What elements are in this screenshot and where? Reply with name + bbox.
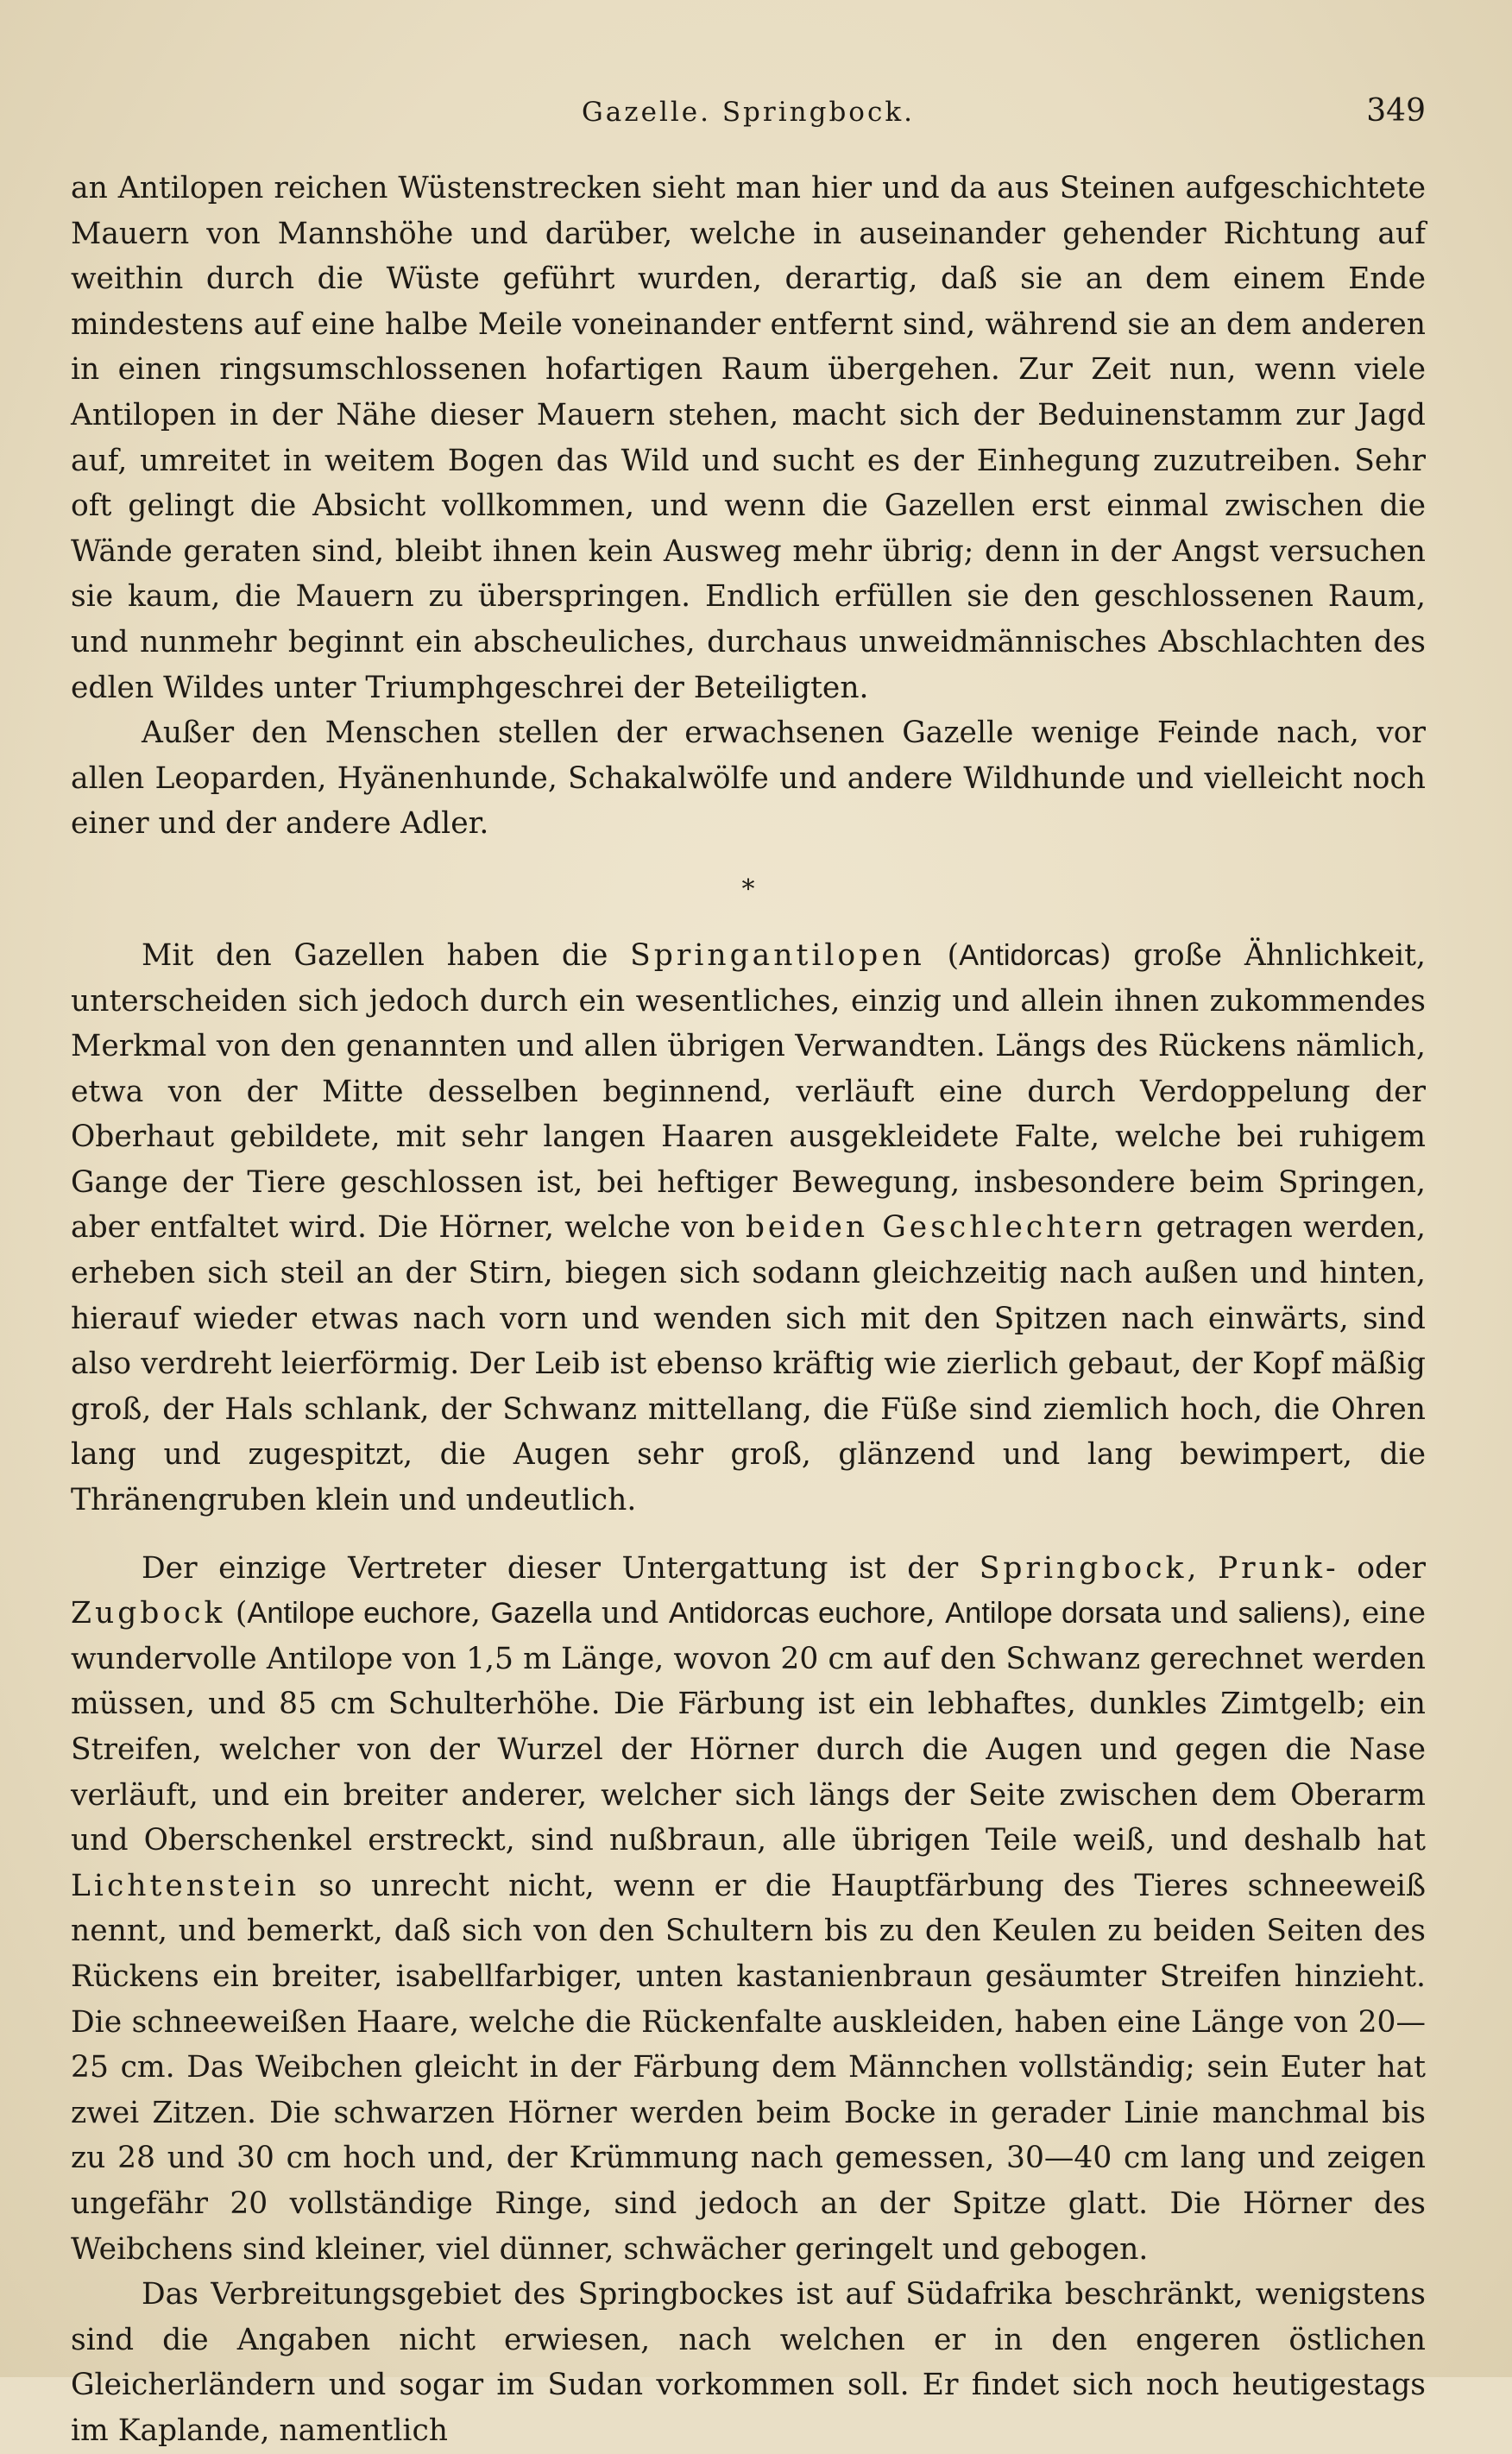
section-separator: * — [741, 874, 755, 905]
text-run: , — [1187, 1550, 1218, 1586]
paragraph-distribution: Das Verbreitungsgebiet des Springbockes ist auf Südafrika beschränkt, wenigstens sind die Angaben nicht erwiesen, nach welchen er in den engeren östlichen Gleicherländern und sogar im Sudan vorkommen soll. Er findet sich noch heutigestags im Kaplande, namentlich — [71, 2277, 1426, 2448]
text-run: - oder — [1326, 1550, 1427, 1586]
latin-antilope-euchore: Antilope euchore — [247, 1597, 471, 1631]
text-run: so unrecht nicht, wenn er die Hauptfärbung des Tieres schneeweiß nennt, und bemerkt, daß sich von den Schultern bis zu den Keulen zu beiden Seiten des Rückens ein breiter, isabellfarbiger, unten kastanienbraun gesäumter Streifen hinzieht. Die schneeweißen Haare, welche die Rückenfalte auskleiden, haben eine Länge von 20—25 cm. Das Weibchen gleicht in der Färbung dem Männchen vollständig; sein Euter hat zwei Zitzen. Die schwarzen Hörner werden beim Bocke in gerader Linie manchmal bis zu 28 und 30 cm hoch und, der Krümmung nach gemessen, 30—40 cm lang und zeigen ungefähr 20 vollständige Ringe, sind jedoch an der Spitze glatt. Die Hörner des Weibchens sind kleiner, viel dünner, schwächer geringelt und gebogen. — [71, 1868, 1426, 2267]
paragraph-springantilopen — [71, 933, 1426, 1523]
text-run: Mit den Gazellen haben die — [142, 937, 631, 973]
text-run: ) große Ähnlichkeit, unterscheiden sich jedoch durch ein wesentliches, einzig und allein ihnen zukommendes Merkmal von den genannten und allen übrigen Verwandten. Längs des Rückens nämlich, etwa von der Mitte desselben beginnend, verläuft eine durch Verdoppelung der Oberhaut gebildete, mit sehr langen Haaren ausgekleidete Falte, welche bei ruhigem Gange der Tiere geschlossen ist, bei heftiger Bewegung, insbesondere beim Springen, aber entfaltet wird. Die Hörner, welche von — [71, 937, 1426, 1246]
latin-gazella: Gazella — [490, 1597, 592, 1631]
text-run: getragen werden, erheben sich steil an der Stirn, biegen sich sodann gleichzeitig nach außen und hinten, hierauf wieder etwas nach vorn und wenden sich mit den Spitzen nach einwärts, sind also verdreht leierförmig. Der Leib ist ebenso kräftig wie zierlich gebaut, der Kopf mäßig groß, der Hals schlank, der Schwanz mittellang, die Füße sind ziemlich hoch, die Ohren lang und zugespitzt, die Augen sehr groß, glänzend und lang bewimpert, die Thränengruben klein und undeutlich. — [71, 1210, 1427, 1518]
text-run: ( — [225, 1596, 248, 1631]
text-run: ( — [924, 937, 960, 973]
page-number: 349 — [1366, 93, 1426, 129]
emphasis-lichtenstein: Lichtenstein — [71, 1868, 300, 1903]
text-run: und — [1161, 1596, 1238, 1631]
text-run: Der einzige Vertreter dieser Untergattung ist der — [142, 1550, 980, 1586]
latin-antidorcas-euchore: Antidorcas euchore — [668, 1597, 926, 1631]
emphasis-springantilopen: Springantilopen — [630, 937, 925, 973]
paragraph-enemies: Außer den Menschen stellen der erwachsenen Gazelle wenige Feinde nach, vor allen Leoparden, Hyänenhunde, Schakalwölfe und andere Wildhunde und vielleicht noch einer und der andere Adler. — [71, 716, 1426, 842]
paragraph-hunting-walls: an Antilopen reichen Wüstenstrecken sieht man hier und da aus Steinen aufgeschichtete Mauern von Mannshöhe und darüber, welche in auseinander gehender Richtung auf weithin durch die Wüste geführt wurden, derartig, daß sie an dem einem Ende mindestens auf eine halbe Meile voneinander entfernt sind, während sie an dem anderen in einen ringsumschlossenen hofartigen Raum übergehen. Zur Zeit nun, wenn viele Antilopen in der Nähe dieser Mauern stehen, macht sich der Beduinenstamm zur Jagd auf, umreitet in weitem Bogen das Wild und sucht es der Einhegung zuzutreiben. Sehr oft gelingt die Absicht vollkommen, und wenn die Gazellen erst einmal zwischen die Wände geraten sind, bleibt ihnen kein Ausweg mehr übrig; denn in der Angst versuchen sie kaum, die Mauern zu überspringen. Endlich erfüllen sie den geschlossenen Raum, und nunmehr beginnt ein abscheuliches, durchaus unweidmännisches Abschlachten des edlen Wildes unter Triumphgeschrei der Beteiligten. — [71, 171, 1426, 705]
running-head — [71, 91, 1426, 135]
emphasis-beiden-geschlechtern: beiden Geschlechtern — [745, 1210, 1146, 1246]
paragraph-springbock — [71, 1546, 1426, 2273]
emphasis-prunk: Prunk — [1217, 1550, 1326, 1586]
emphasis-springbock: Springbock — [979, 1550, 1188, 1586]
body-text — [71, 166, 1426, 2454]
text-run: ), eine wundervolle Antilope von 1,5 m Länge, wovon 20 cm auf den Schwanz gerechnet werden müssen, und 85 cm Schulterhöhe. Die Färbung ist ein lebhaftes, dunkles Zimtgelb; ein Streifen, welcher von der Wurzel der Hörner durch die Augen und gegen die Nase verläuft, und ein breiter anderer, welcher sich längs der Seite zwischen dem Oberarm und Oberschenkel erstreckt, sind nußbraun, alle übrigen Teile weiß, und deshalb hat — [71, 1596, 1427, 1858]
running-title: Gazelle. Springbock. — [582, 97, 915, 128]
text-run: , — [925, 1596, 946, 1631]
emphasis-zugbock: Zugbock — [71, 1596, 226, 1631]
text-run: , — [470, 1596, 491, 1631]
latin-antidorcas: Antidorcas — [959, 938, 1100, 972]
latin-saliens: saliens — [1238, 1597, 1331, 1631]
paragraph-gap — [71, 1523, 1426, 1546]
latin-antilope-dorsata: Antilope dorsata — [945, 1597, 1162, 1631]
text-run: und — [591, 1596, 669, 1631]
